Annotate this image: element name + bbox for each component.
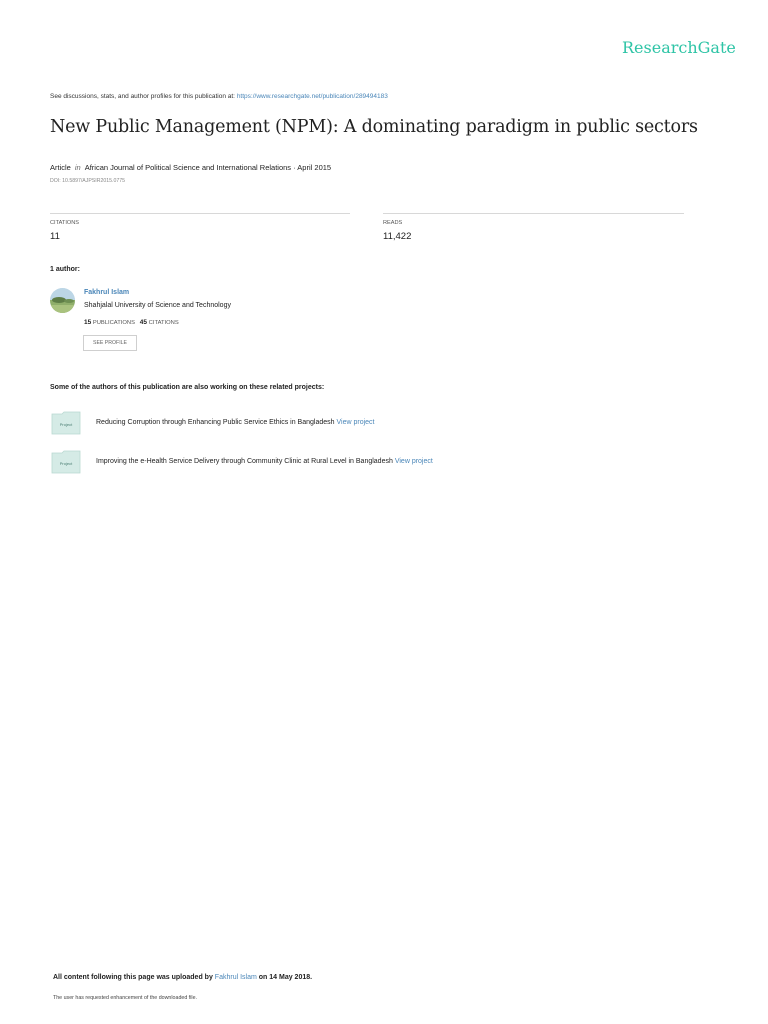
researchgate-logo[interactable]: ResearchGate <box>622 38 736 57</box>
reads-divider <box>383 213 684 214</box>
author-avatar[interactable] <box>50 288 75 313</box>
doi: DOI: 10.5897/AJPSIR2015.0775 <box>50 178 125 184</box>
project-icon <box>51 450 81 479</box>
discussion-line <box>50 93 388 100</box>
related-projects-heading: Some of the authors of this publication are also working on these related projects: <box>50 384 325 391</box>
uploader-link[interactable]: Fakhrul Islam <box>214 974 257 981</box>
related-project-item <box>96 458 433 465</box>
avatar-photo <box>50 288 75 313</box>
project-title: Improving the e-Health Service Delivery through Community Clinic at Rural Level in Bangladesh <box>96 458 393 465</box>
publications-count: 15 <box>84 319 92 326</box>
publication-title: New Public Management (NPM): A dominating paradigm in public sectors <box>50 117 698 137</box>
journal-date: African Journal of Political Science and International Relations · April 2015 <box>84 163 332 172</box>
citations-value: 11 <box>50 231 60 242</box>
author-citations-label: CITATIONS <box>148 320 179 326</box>
upload-prefix: All content following this page was uploaded by <box>53 974 213 981</box>
see-profile-button[interactable]: SEE PROFILE <box>83 335 137 351</box>
reads-value: 11,422 <box>383 231 412 242</box>
author-counts <box>84 319 179 326</box>
project-icon-label: Project <box>59 461 73 466</box>
project-icon <box>51 411 81 440</box>
author-affiliation: Shahjalal University of Science and Technology <box>84 302 231 309</box>
view-project-link[interactable]: View project <box>336 419 375 426</box>
enhancement-note: The user has requested enhancement of the downloaded file. <box>53 995 197 1001</box>
view-project-link[interactable]: View project <box>394 458 433 465</box>
discussion-prefix: See discussions, stats, and author profiles for this publication at: <box>50 93 235 100</box>
publications-label: PUBLICATIONS <box>92 320 135 326</box>
publication-url-link[interactable]: https://www.researchgate.net/publication/289494183 <box>236 93 388 100</box>
author-citations-count: 45 <box>139 319 148 326</box>
author-name-link[interactable]: Fakhrul Islam <box>84 289 130 296</box>
in-word: in <box>74 163 81 172</box>
citations-label: CITATIONS <box>50 220 80 226</box>
reads-label: READS <box>383 220 403 226</box>
upload-suffix: on 14 May 2018. <box>258 974 313 981</box>
project-title: Reducing Corruption through Enhancing Public Service Ethics in Bangladesh <box>96 419 335 426</box>
upload-note <box>53 974 312 981</box>
related-project-item <box>96 419 375 426</box>
citations-divider <box>50 213 350 214</box>
article-info-line <box>50 163 331 172</box>
article-type: Article <box>50 163 71 172</box>
authors-heading: 1 author: <box>50 266 80 273</box>
project-icon-label: Project <box>59 422 73 427</box>
